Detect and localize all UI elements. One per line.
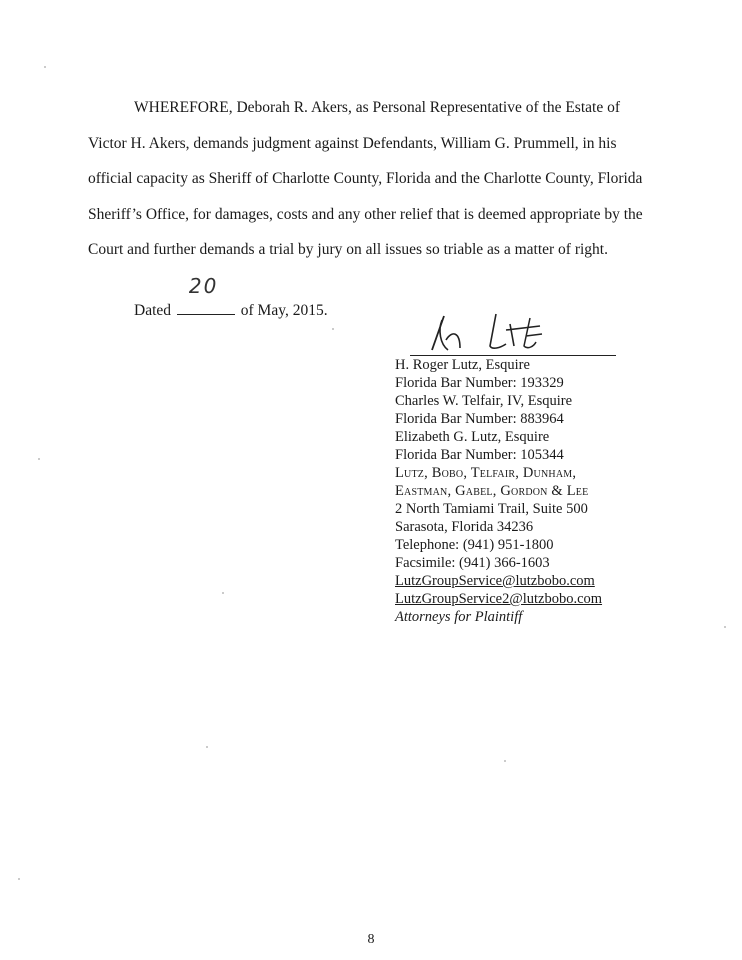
scan-speck bbox=[44, 66, 46, 68]
paragraph-text: WHEREFORE, Deborah R. Akers, as Personal Representative of the Estate of Victor H. Akers, demands judgment against Defendants, William G. Prummell, in his official capacity as Sheriff of Charlotte County, Florida and the Charlotte County, Florida Sheriff’s Office, for damages, costs and any other relief that is deemed appropriate by the Court and further demands a trial by jury on all issues so triable as a matter of right. bbox=[88, 99, 643, 258]
attorney-name-2: Charles W. Telfair, IV, Esquire bbox=[395, 393, 573, 409]
scan-speck bbox=[206, 746, 208, 748]
attorney-name-1: H. Roger Lutz, Esquire bbox=[395, 357, 530, 373]
scan-speck bbox=[222, 592, 224, 594]
scan-speck bbox=[724, 626, 726, 628]
scan-speck bbox=[504, 760, 506, 762]
handwritten-day: 20 bbox=[188, 274, 219, 298]
attorney-name-3: Elizabeth G. Lutz, Esquire bbox=[395, 429, 550, 445]
scan-speck bbox=[18, 878, 20, 880]
dated-line bbox=[134, 274, 328, 321]
bar-number-3: Florida Bar Number: 105344 bbox=[395, 447, 564, 463]
firm-name-line-1: Lutz, Bobo, Telfair, Dunham, bbox=[395, 465, 577, 481]
bar-number-1: Florida Bar Number: 193329 bbox=[395, 375, 564, 391]
telephone: Telephone: (941) 951-1800 bbox=[395, 537, 554, 553]
address-line-2: Sarasota, Florida 34236 bbox=[395, 519, 534, 535]
scan-speck bbox=[38, 458, 40, 460]
email-link-1[interactable]: LutzGroupService@lutzbobo.com bbox=[395, 573, 595, 589]
handwritten-signature bbox=[410, 306, 620, 356]
attorney-role: Attorneys for Plaintiff bbox=[395, 609, 523, 625]
signature-block bbox=[395, 356, 602, 626]
facsimile: Facsimile: (941) 366-1603 bbox=[395, 555, 550, 571]
bar-number-2: Florida Bar Number: 883964 bbox=[395, 411, 564, 427]
firm-name-line-2: Eastman, Gabel, Gordon & Lee bbox=[395, 483, 589, 499]
signature-area bbox=[410, 306, 620, 356]
date-blank bbox=[177, 274, 235, 315]
scan-speck bbox=[332, 328, 334, 330]
address-line-1: 2 North Tamiami Trail, Suite 500 bbox=[395, 501, 588, 517]
dated-suffix: of May, 2015. bbox=[240, 302, 328, 319]
page-number: 8 bbox=[367, 932, 375, 947]
dated-prefix: Dated bbox=[134, 302, 172, 319]
wherefore-paragraph bbox=[88, 90, 648, 268]
email-link-2[interactable]: LutzGroupService2@lutzbobo.com bbox=[395, 591, 603, 607]
